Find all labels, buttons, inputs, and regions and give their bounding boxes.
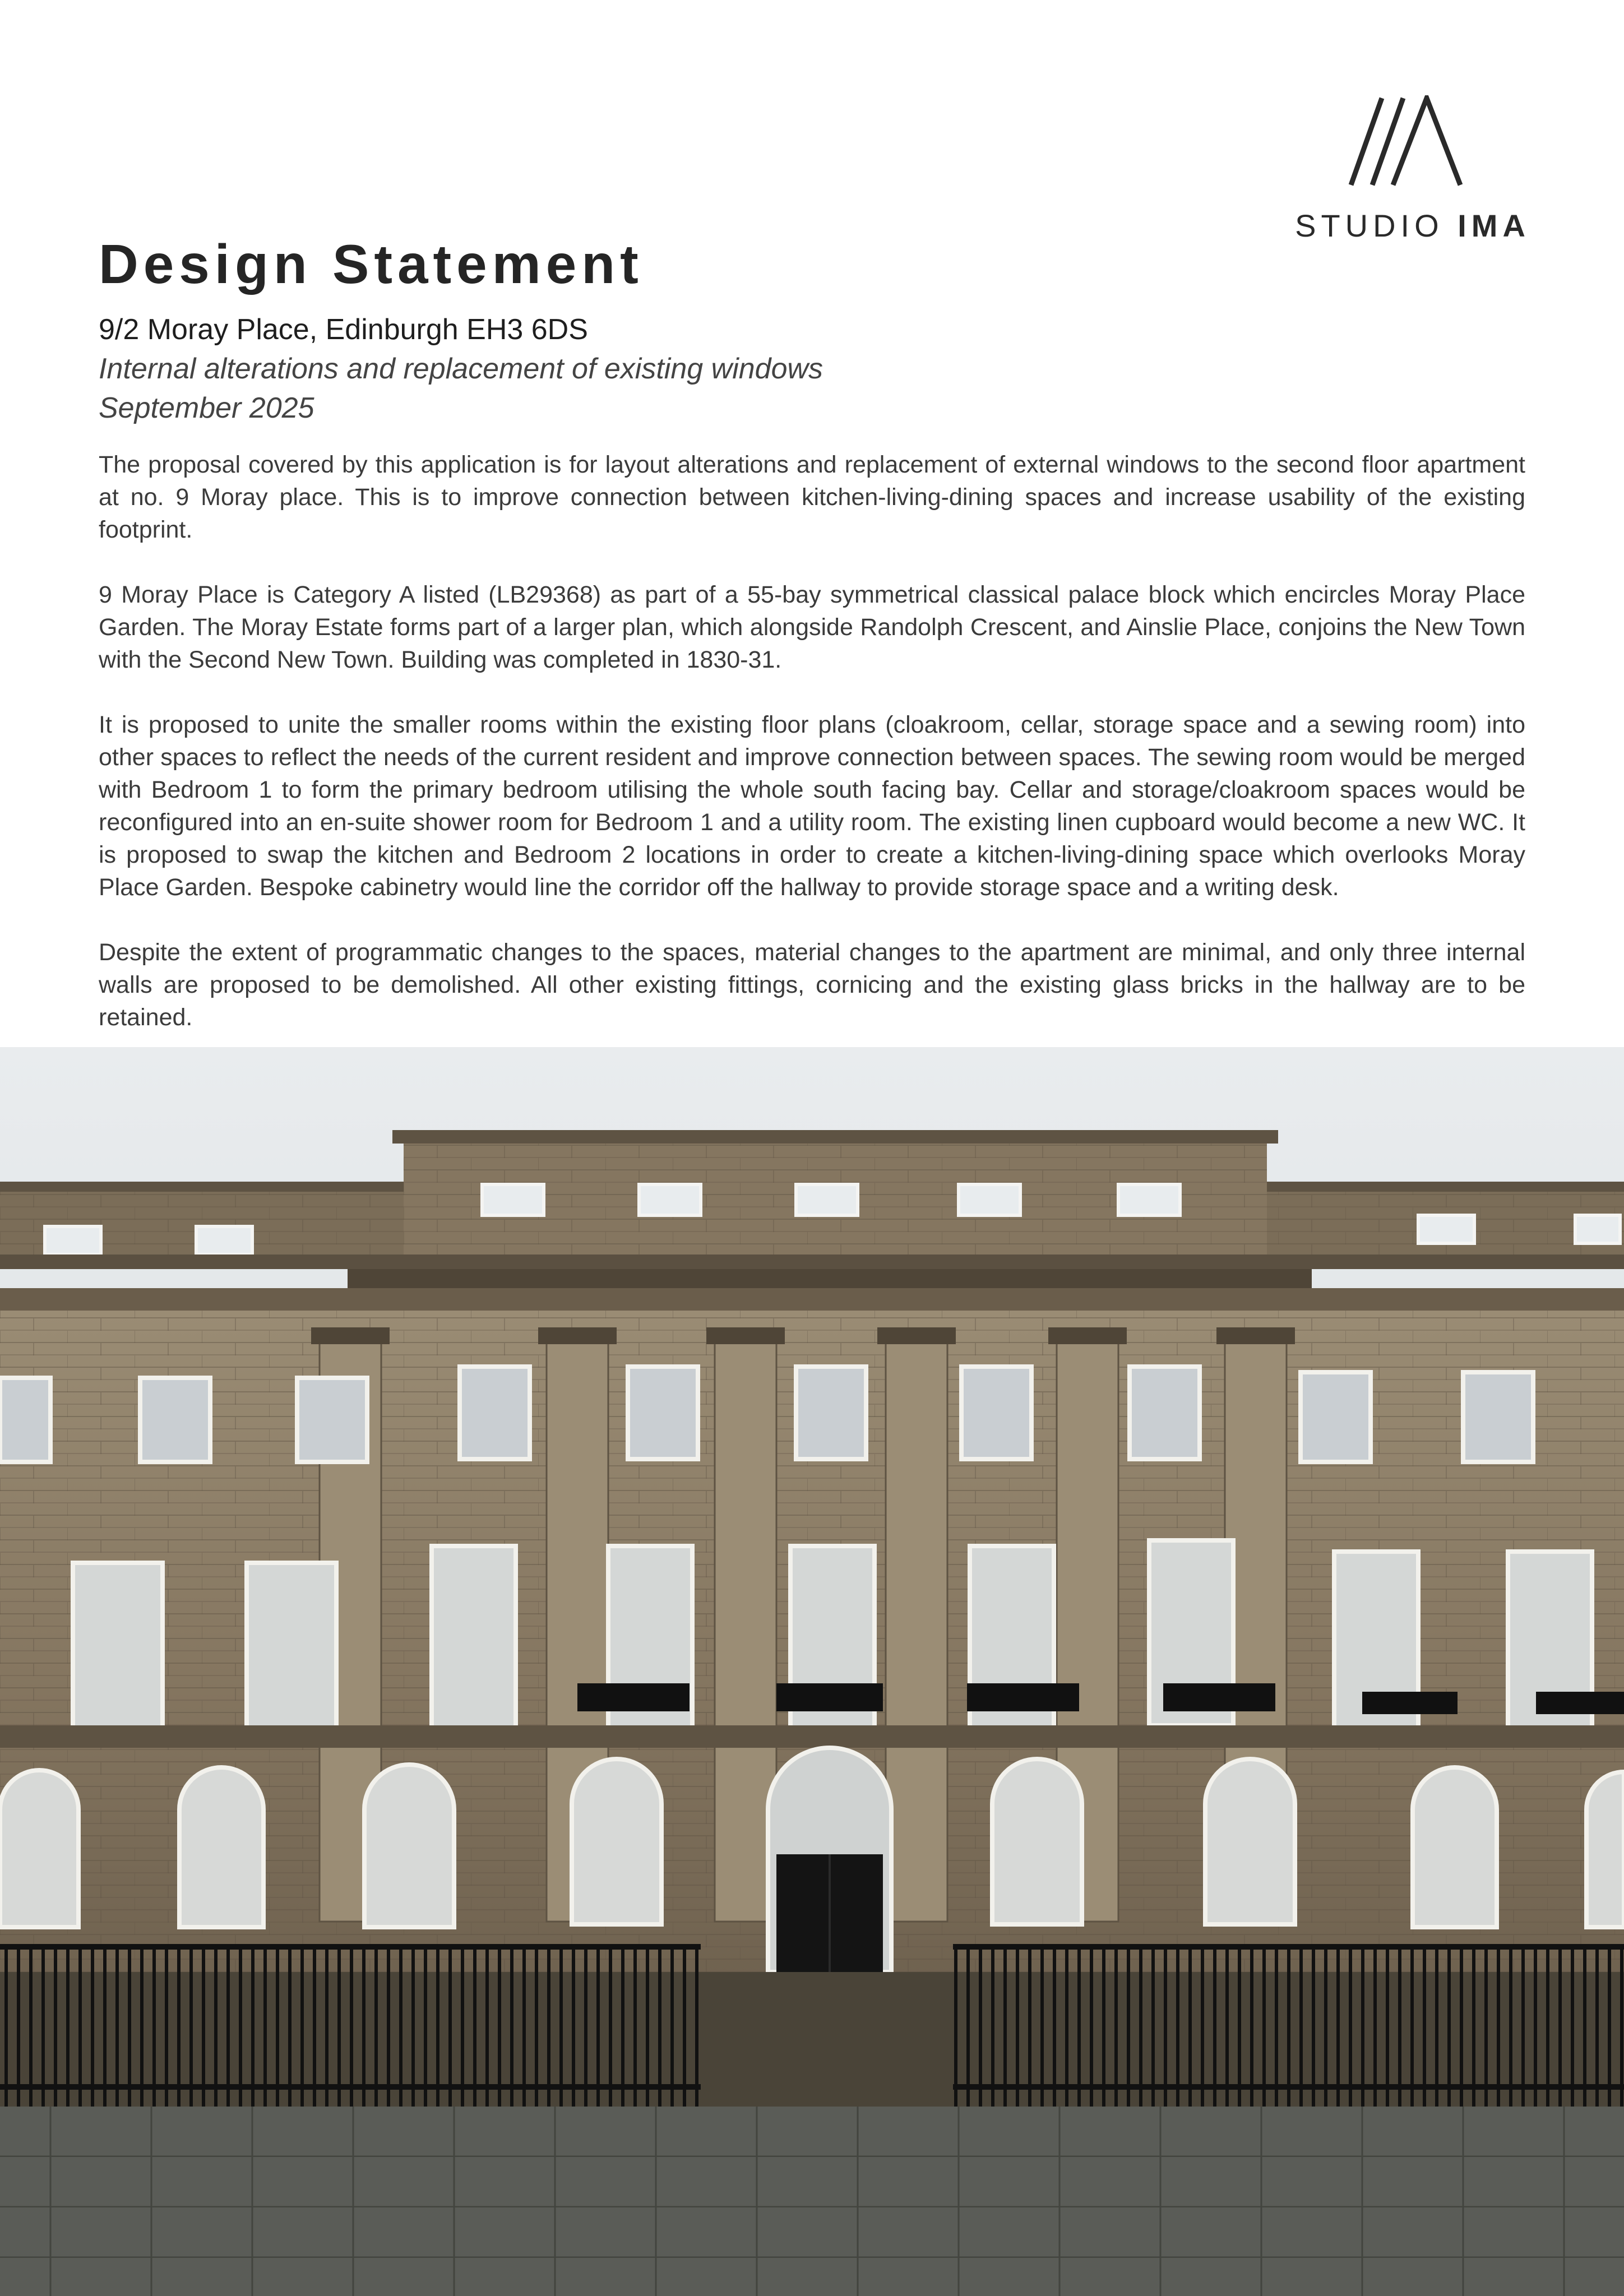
logo-wordmark xyxy=(1295,207,1530,244)
paragraph-listing: 9 Moray Place is Category A listed (LB29368) as part of a 55-bay symmetrical classical palace block which encircles Moray Place Garden. The Moray Estate forms part of a larger plan, which alongside Randolph Crescent, and Ainslie Place, conjoins the New Town with the Second New Town. Building was completed in 1830-31. xyxy=(99,581,1525,673)
logo-mark-icon xyxy=(1348,95,1477,191)
paragraph-alterations: It is proposed to unite the smaller rooms within the existing floor plans (cloakroom, cellar, storage space and a sewing room) into other spaces to reflect the needs of the current resident and improve connection between spaces. The sewing room would be merged with Bedroom 1 to form the primary bedroom utilising the whole south facing bay. Cellar and storage/cloakroom spaces would be reconfigured into an en-suite shower room for Bedroom 1 and a utility room. The existing linen cupboard would become a new WC. It is proposed to swap the kitchen and Bedroom 2 locations in order to create a kitchen-living-dining space which overlooks Moray Place Garden. Bespoke cabinetry would line the corridor off the hallway to provide storage space and a writing desk. xyxy=(99,711,1525,901)
logo-name-light: STUDIO xyxy=(1295,208,1444,243)
document-title: Design Statement xyxy=(99,233,644,295)
building-photograph xyxy=(0,1047,1624,2296)
paragraph-proposal: The proposal covered by this application is for layout alterations and replacement of external windows to the second floor apartment at no. 9 Moray place. This is to improve connection between kitchen-living-dining spaces and increase usability of the existing footprint. xyxy=(99,451,1525,543)
paragraph-materials: Despite the extent of programmatic changes to the spaces, material changes to the apartment are minimal, and only three internal walls are proposed to be demolished. All other existing fittings, cornicing and the existing glass bricks in the hallway are to be retained. xyxy=(99,939,1525,1031)
facade-image xyxy=(0,1047,1624,2296)
document-date: September 2025 xyxy=(99,392,314,424)
logo-name-bold: IMA xyxy=(1458,208,1530,243)
statement-body xyxy=(99,448,1525,1066)
studio-logo xyxy=(1295,95,1530,241)
site-address: 9/2 Moray Place, Edinburgh EH3 6DS xyxy=(99,313,588,346)
project-description: Internal alterations and replacement of existing windows xyxy=(99,353,823,385)
